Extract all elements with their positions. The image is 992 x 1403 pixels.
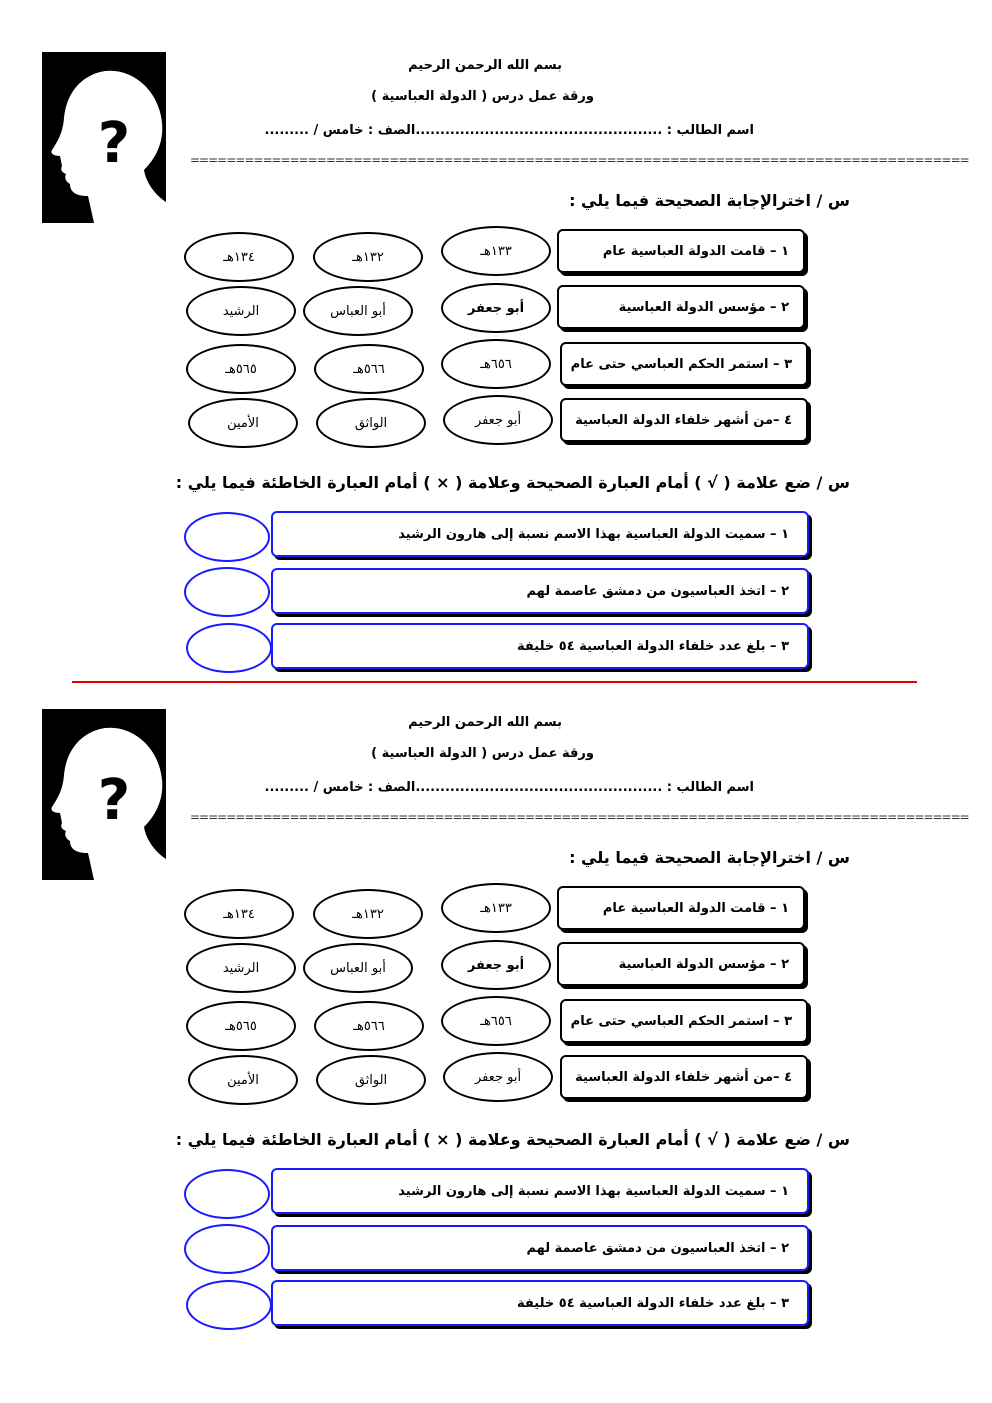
statement-3: ٣ – بلغ عدد خلفاء الدولة العباسية ٥٤ خليفة: [271, 623, 809, 669]
q4-option-2[interactable]: الواثق: [316, 398, 426, 448]
section1-heading: س / اخترالإجابة الصحيحة فيما يلي :: [569, 191, 850, 210]
separator: ======================================================================================: [190, 810, 969, 824]
q2-option-2[interactable]: أبو العباس: [303, 943, 413, 993]
worksheet-title: ورقة عمل درس ( الدولة العباسية ): [371, 746, 594, 761]
section2-heading: س / ضع علامة ( √ ) أمام العبارة الصحيحة وعلامة ( × ) أمام العبارة الخاطئة فيما يلي :: [175, 473, 850, 492]
worksheet-title: ورقة عمل درس ( الدولة العباسية ): [371, 89, 594, 104]
question-head-icon: [42, 709, 166, 880]
statement-3: ٣ – بلغ عدد خلفاء الدولة العباسية ٥٤ خليفة: [271, 1280, 809, 1326]
question-3: ٣ – استمر الحكم العباسي حتى عام: [560, 999, 808, 1043]
basmala: بسم الله الرحمن الرحيم: [408, 58, 562, 73]
svg-text:?: ?: [97, 768, 131, 833]
answer-oval-1[interactable]: [184, 1169, 270, 1219]
q3-option-1[interactable]: ٦٥٦هـ: [441, 996, 551, 1046]
statement-1: ١ – سميت الدولة العباسية بهذا الاسم نسبة إلى هارون الرشيد: [271, 1168, 809, 1214]
student-line: اسم الطالب : ..................................................الصف : خامس / .........: [264, 123, 754, 138]
question-head-icon: [42, 52, 166, 223]
section1-heading: س / اخترالإجابة الصحيحة فيما يلي :: [569, 848, 850, 867]
q2-option-1[interactable]: أبو جعفر: [441, 940, 551, 990]
q3-option-2[interactable]: ٥٦٦هـ: [314, 344, 424, 394]
q1-option-3[interactable]: ١٣٤هـ: [184, 889, 294, 939]
q4-option-1[interactable]: أبو جعفر: [443, 395, 553, 445]
section2-heading: س / ضع علامة ( √ ) أمام العبارة الصحيحة وعلامة ( × ) أمام العبارة الخاطئة فيما يلي :: [175, 1130, 850, 1149]
q2-option-3[interactable]: الرشيد: [186, 286, 296, 336]
q1-option-2[interactable]: ١٣٢هـ: [313, 889, 423, 939]
answer-oval-2[interactable]: [184, 567, 270, 617]
question-4: ٤ –من أشهر خلفاء الدولة العباسية: [560, 398, 808, 442]
q1-option-2[interactable]: ١٣٢هـ: [313, 232, 423, 282]
question-3: ٣ – استمر الحكم العباسي حتى عام: [560, 342, 808, 386]
statement-2: ٢ – اتخذ العباسيون من دمشق عاصمة لهم: [271, 568, 809, 614]
statement-1: ١ – سميت الدولة العباسية بهذا الاسم نسبة إلى هارون الرشيد: [271, 511, 809, 557]
q2-option-1[interactable]: أبو جعفر: [441, 283, 551, 333]
question-2: ٢ – مؤسس الدولة العباسية: [557, 942, 805, 986]
q3-option-3[interactable]: ٥٦٥هـ: [186, 1001, 296, 1051]
question-4: ٤ –من أشهر خلفاء الدولة العباسية: [560, 1055, 808, 1099]
answer-oval-3[interactable]: [186, 1280, 272, 1330]
q2-option-3[interactable]: الرشيد: [186, 943, 296, 993]
statement-2: ٢ – اتخذ العباسيون من دمشق عاصمة لهم: [271, 1225, 809, 1271]
answer-oval-2[interactable]: [184, 1224, 270, 1274]
q3-option-2[interactable]: ٥٦٦هـ: [314, 1001, 424, 1051]
student-line: اسم الطالب : ..................................................الصف : خامس / .........: [264, 780, 754, 795]
q3-option-3[interactable]: ٥٦٥هـ: [186, 344, 296, 394]
q1-option-1[interactable]: ١٣٣هـ: [441, 883, 551, 933]
basmala: بسم الله الرحمن الرحيم: [408, 715, 562, 730]
question-2: ٢ – مؤسس الدولة العباسية: [557, 285, 805, 329]
question-1: ١ – قامت الدولة العباسية عام: [557, 886, 805, 930]
q4-option-1[interactable]: أبو جعفر: [443, 1052, 553, 1102]
q4-option-2[interactable]: الواثق: [316, 1055, 426, 1105]
worksheet-copy-1: [0, 0, 992, 690]
question-1: ١ – قامت الدولة العباسية عام: [557, 229, 805, 273]
q4-option-3[interactable]: الأمين: [188, 1055, 298, 1105]
answer-oval-1[interactable]: [184, 512, 270, 562]
q3-option-1[interactable]: ٦٥٦هـ: [441, 339, 551, 389]
q2-option-2[interactable]: أبو العباس: [303, 286, 413, 336]
q1-option-1[interactable]: ١٣٣هـ: [441, 226, 551, 276]
q1-option-3[interactable]: ١٣٤هـ: [184, 232, 294, 282]
q4-option-3[interactable]: الأمين: [188, 398, 298, 448]
worksheet-copy-2: [0, 657, 992, 1347]
separator: ======================================================================================: [190, 153, 969, 167]
svg-text:?: ?: [97, 111, 131, 176]
